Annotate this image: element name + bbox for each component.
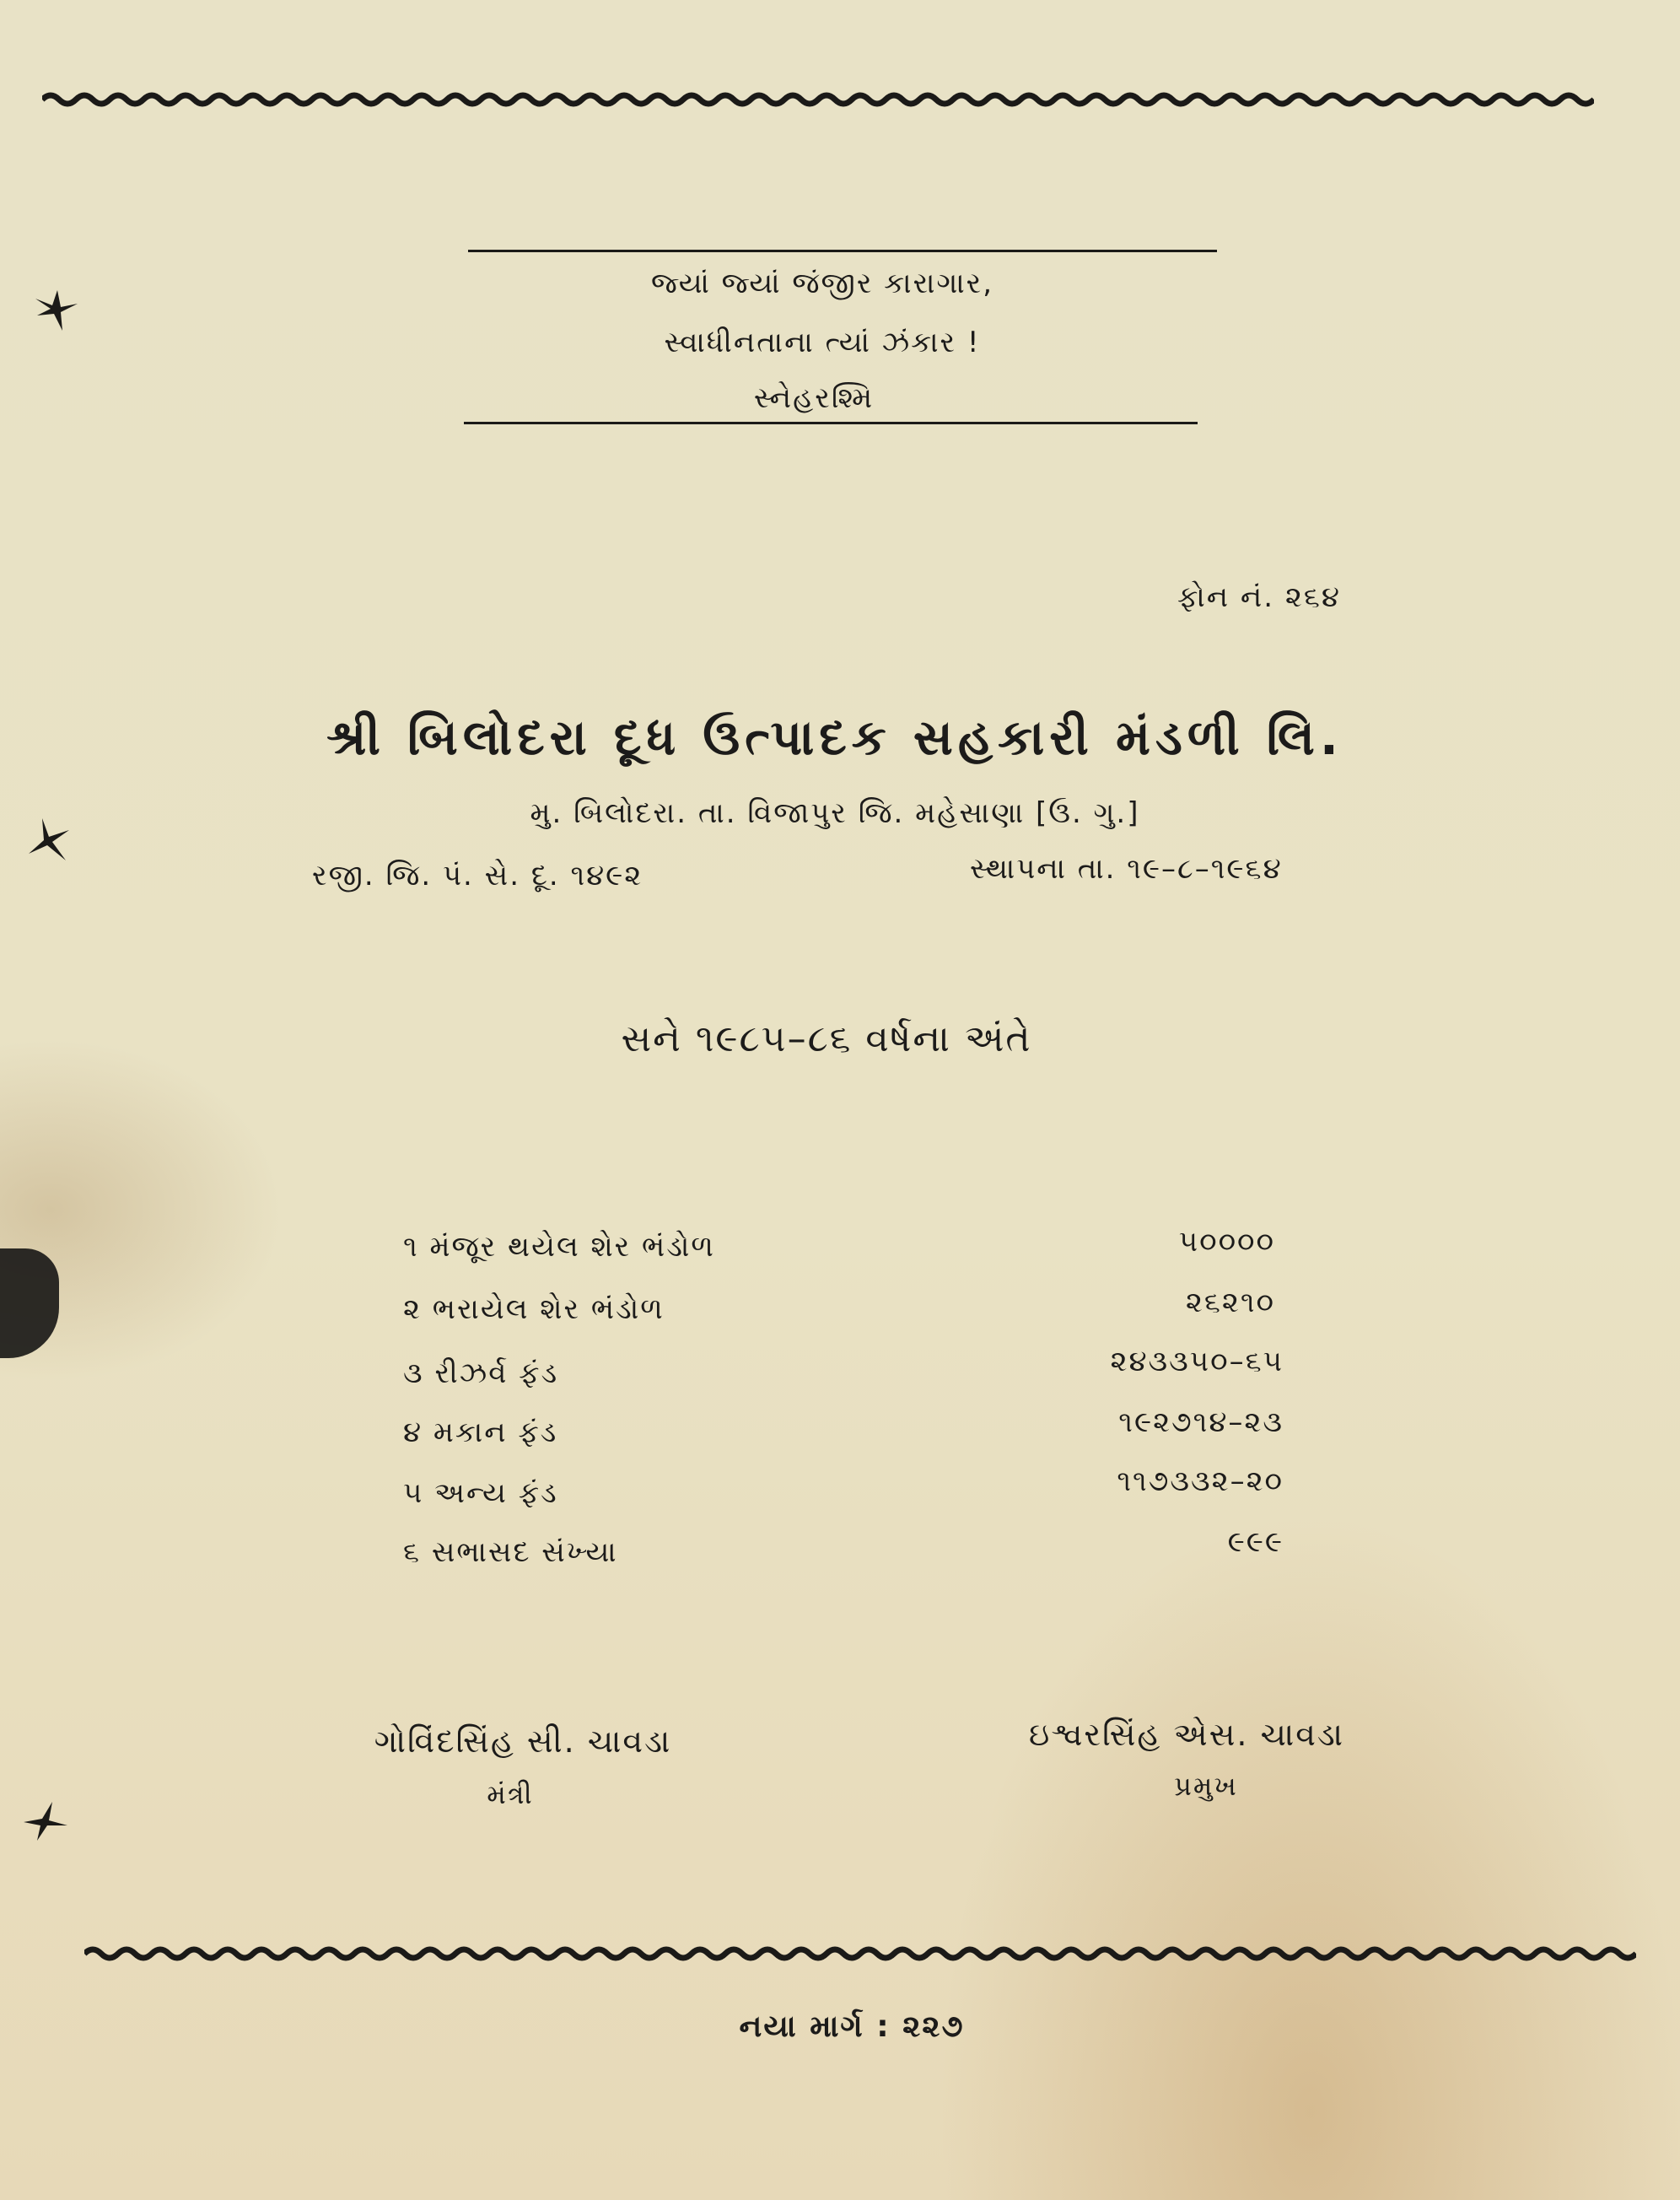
torn-edge-mark: [0, 1248, 59, 1358]
society-address: મુ. બિલોદરા. તા. વિજાપુર જિ. મહેસાણા [ઉ. ગુ.]: [530, 796, 1140, 830]
epigraph-line-2: સ્વાધીનતાના ત્યાં ઝંકાર !: [664, 326, 981, 359]
item-label: ૫ અન્ય ફંડ: [403, 1476, 558, 1510]
secretary-name: ગોવિંદસિંહ સી. ચાવડા: [374, 1723, 672, 1760]
society-name: શ્રી બિલોદરા દૂધ ઉત્પાદક સહકારી મંડળી લિ.: [326, 709, 1343, 766]
year-heading: સને ૧૯૮૫–૮૬ વર્ષના અંતે: [621, 1017, 1032, 1060]
registration-number: રજી. જિ. પં. સે. દૂ. ૧૪૯૨: [312, 859, 643, 892]
punch-hole-tear-icon: [25, 817, 73, 864]
president-title: પ્રમુખ: [1174, 1770, 1238, 1802]
punch-hole-tear-icon: [22, 1797, 69, 1844]
epigraph-author: સ્નેહરશ્મિ: [753, 381, 875, 415]
item-value: ૫૦૦૦૦: [1178, 1225, 1275, 1259]
president-name: ઇશ્વરસિંહ એસ. ચાવડા: [1028, 1716, 1345, 1753]
page-footer: નયા માર્ગ : ૨૨૭: [739, 2009, 965, 2044]
punch-hole-tear-icon: [32, 287, 79, 334]
item-label: ૪ મકાન ફંડ: [403, 1415, 558, 1449]
item-value: ૨૬૨૧૦: [1185, 1286, 1275, 1319]
phone-number: ફોન નં. ૨૬૪: [1177, 580, 1341, 614]
item-value: ૯૯૯: [1227, 1525, 1284, 1559]
item-label: ૨ ભરાયેલ શેર ભંડોળ: [403, 1292, 665, 1326]
bottom-wavy-border: [84, 1944, 1636, 1964]
item-label: ૩ રીઝર્વ ફંડ: [403, 1356, 559, 1390]
item-value: ૨૪૩૩૫૦–૬૫: [1110, 1345, 1284, 1378]
establishment-date: સ્થાપના તા. ૧૯–૮–૧૯૬૪: [970, 852, 1283, 886]
item-label: ૧ મંજૂર થયેલ શેર ભંડોળ: [403, 1230, 715, 1264]
item-label: ૬ સભાસદ સંખ્યા: [403, 1535, 618, 1569]
epigraph-top-rule: [468, 250, 1217, 252]
epigraph-line-1: જ્યાં જ્યાં જંજીર કારાગાર,: [650, 267, 994, 300]
item-value: ૧૧૭૩૩૨–૨૦: [1117, 1464, 1284, 1498]
epigraph-bottom-rule: [464, 422, 1198, 424]
secretary-title: મંત્રી: [487, 1778, 534, 1810]
top-wavy-border: [42, 89, 1594, 110]
item-value: ૧૯૨૭૧૪–૨૩: [1118, 1405, 1284, 1439]
